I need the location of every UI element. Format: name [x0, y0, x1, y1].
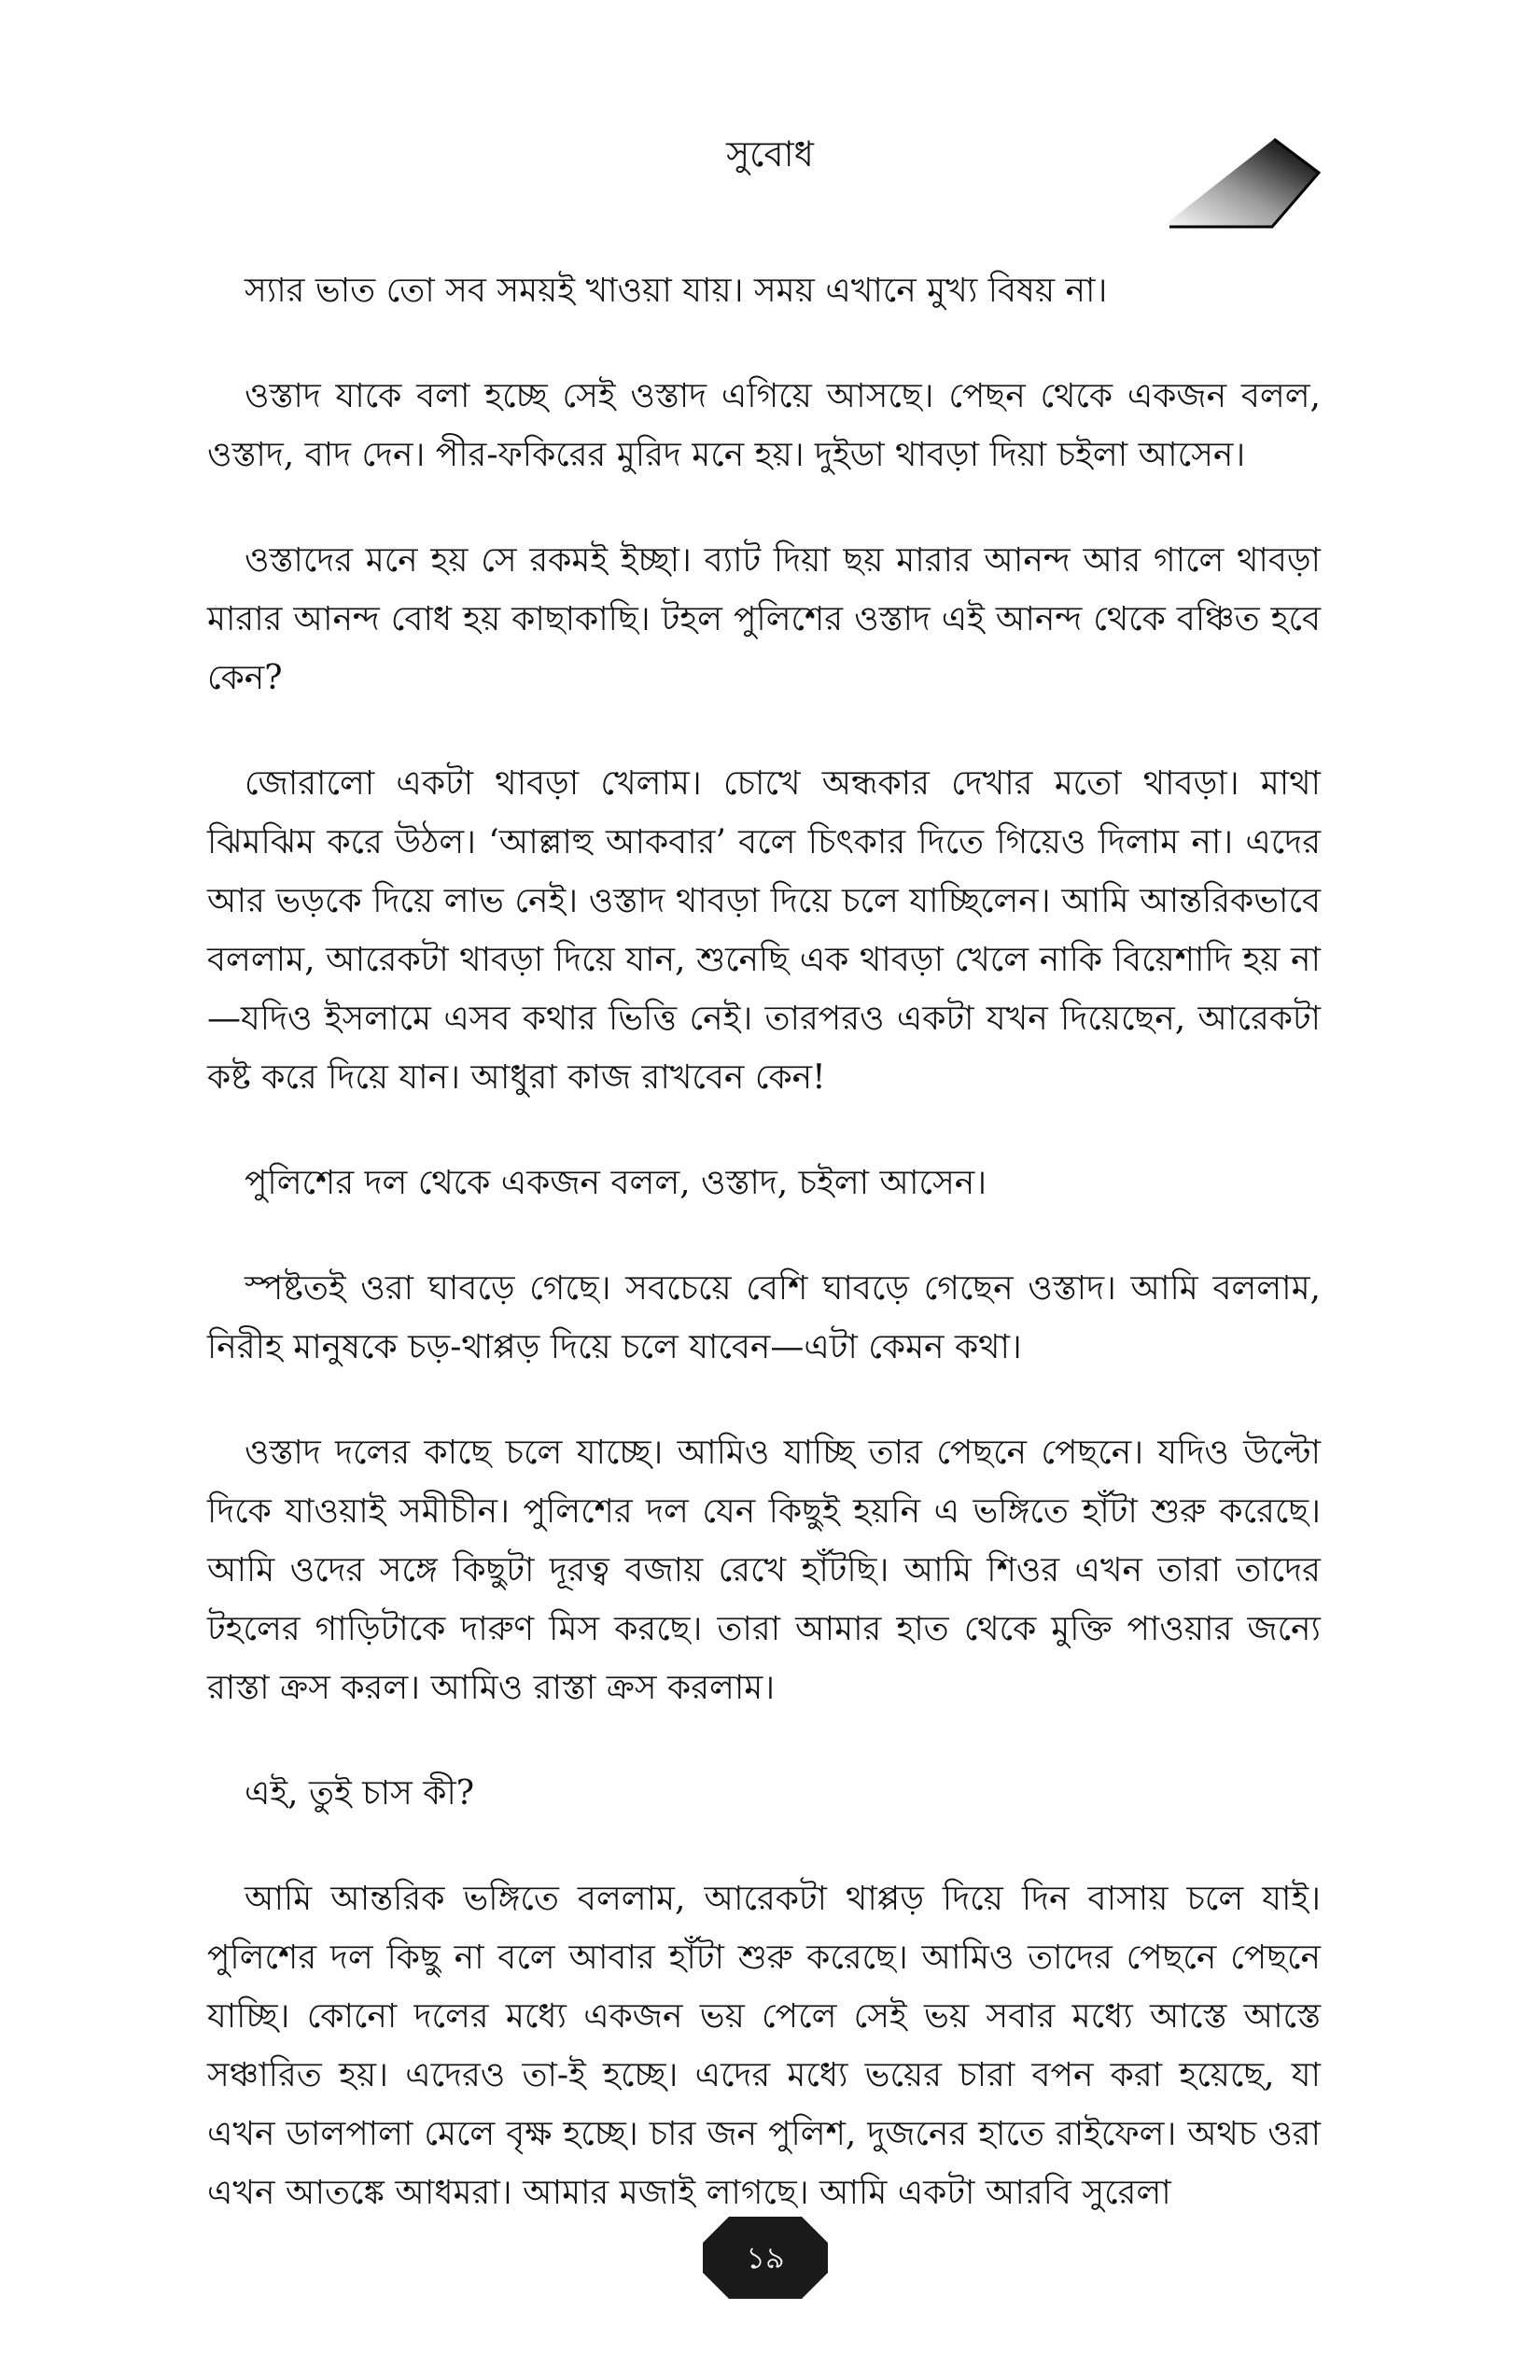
running-header: সুবোধ	[726, 133, 814, 175]
paragraph: ওস্তাদ দলের কাছে চলে যাচ্ছে। আমিও যাচ্ছি তার পেছনে পেছনে। যদিও উল্টো দিকে যাওয়াই সমীচীন। পুলিশের দল যেন কিছুই হয়নি এ ভঙ্গিতে হাঁটা শুরু করেছে। আমি ওদের সঙ্গে কিছুটা দূরত্ব বজায় রেখে হাঁটছি। আমি শিওর এখন তারা তাদের টহলের গাড়িটাকে দারুণ মিস করছে। তারা আমার হাত থেকে মুক্তি পাওয়ার জন্যে রাস্তা ক্রস করল। আমিও রাস্তা ক্রস করলাম।	[207, 1434, 1321, 1707]
body-text	[207, 261, 1321, 2269]
paragraph: আমি আন্তরিক ভঙ্গিতে বললাম, আরেকটা থাপ্পড় দিয়ে দিন বাসায় চলে যাই। পুলিশের দল কিছু না বলে আবার হাঁটা শুরু করেছে। আমিও তাদের পেছনে পেছনে যাচ্ছি। কোনো দলের মধ্যে একজন ভয় পেলে সেই ভয় সবার মধ্যে আস্তে আস্তে সঞ্চারিত হয়। এদেরও তা-ই হচ্ছে। এদের মধ্যে ভয়ের চারা বপন করা হয়েছে, যা এখন ডালপালা মেলে বৃক্ষ হচ্ছে। চার জন পুলিশ, দুজনের হাতে রাইফেল। অথচ ওরা এখন আতঙ্কে আধমরা। আমার মজাই লাগছে। আমি একটা আরবি সুরেলা	[207, 1880, 1321, 2212]
paragraph: স্পষ্টতই ওরা ঘাবড়ে গেছে। সবচেয়ে বেশি ঘাবড়ে গেছেন ওস্তাদ। আমি বললাম, নিরীহ মানুষকে চড়-থাপ্পড় দিয়ে চলে যাবেন—এটা কেমন কথা।	[207, 1269, 1321, 1366]
paragraph: এই, তুই চাস কী?	[245, 1774, 475, 1813]
page-number: ১৯	[746, 2240, 785, 2275]
paragraph: ওস্তাদের মনে হয় সে রকমই ইচ্ছা। ব্যাট দিয়া ছয় মারার আনন্দ আর গালে থাবড়া মারার আনন্দ বোধ হয় কাছাকাছি। টহল পুলিশের ওস্তাদ এই আনন্দ থেকে বঞ্চিত হবে কেন?	[207, 541, 1321, 697]
paragraph: স্যার ভাত তো সব সময়ই খাওয়া যায়। সময় এখানে মুখ্য বিষয় না।	[245, 272, 1108, 310]
corner-ornament	[1162, 135, 1321, 233]
paragraph: জোরালো একটা থাবড়া খেলাম। চোখে অন্ধকার দেখার মতো থাবড়া। মাথা ঝিমঝিম করে উঠল। ‘আল্লাহু আকবার’ বলে চিৎকার দিতে গিয়েও দিলাম না। এদের আর ভড়কে দিয়ে লাভ নেই। ওস্তাদ থাবড়া দিয়ে চলে যাচ্ছিলেন। আমি আন্তরিকভাবে বললাম, আরেকটা থাবড়া দিয়ে যান, শুনেছি এক থাবড়া খেলে নাকি বিয়েশাদি হয় না—যদিও ইসলামে এসব কথার ভিত্তি নেই। তারপরও একটা যখন দিয়েছেন, আরেকটা কষ্ট করে দিয়ে যান। আধুরা কাজ রাখবেন কেন!	[207, 764, 1321, 1097]
paragraph: পুলিশের দল থেকে একজন বলল, ওস্তাদ, চইলা আসেন।	[245, 1164, 987, 1202]
page-number-badge	[703, 2217, 828, 2299]
paragraph: ওস্তাদ যাকে বলা হচ্ছে সেই ওস্তাদ এগিয়ে আসছে। পেছন থেকে একজন বলল, ওস্তাদ, বাদ দেন। পীর-ফকিরের মুরিদ মনে হয়। দুইডা থাবড়া দিয়া চইলা আসেন।	[207, 377, 1321, 474]
